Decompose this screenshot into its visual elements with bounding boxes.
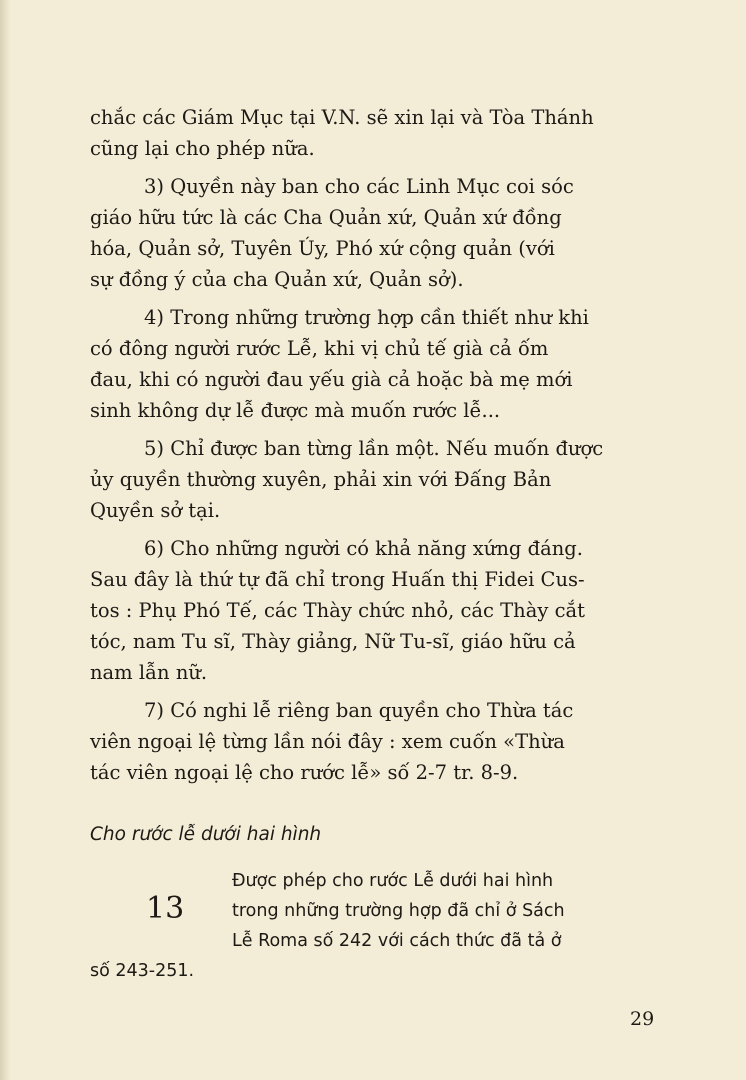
section-number: 13 — [146, 891, 185, 926]
section-13 — [90, 866, 668, 986]
text-line: cũng lại cho phép nữa. — [90, 137, 315, 160]
section-heading: Cho rước lễ dưới hai hình — [90, 824, 322, 845]
text-line: 4) Trong những trường hợp cần thiết như khi — [144, 306, 589, 329]
paragraph-6 — [90, 533, 668, 688]
paragraph-4 — [90, 302, 668, 426]
body-text — [90, 102, 668, 795]
text-line: tóc, nam Tu sĩ, Thày giảng, Nữ Tu-sĩ, giáo hữu cả — [90, 630, 576, 653]
text-line: tác viên ngoại lệ cho rước lễ» số 2-7 tr. 8-9. — [90, 761, 519, 784]
text-line: chắc các Giám Mục tại V.N. sẽ xin lại và Tòa Thánh — [90, 106, 594, 129]
text-line: ủy quyền thường xuyên, phải xin với Đấng Bản — [90, 468, 552, 491]
paragraph-7 — [90, 695, 668, 788]
text-line: có đông người rước Lễ, khi vị chủ tế già cả ốm — [90, 337, 549, 360]
section-line: Lễ Roma số 242 với cách thức đã tả ở — [232, 931, 562, 951]
text-line: 7) Có nghi lễ riêng ban quyền cho Thừa tác — [144, 699, 574, 722]
text-line: Sau đây là thứ tự đã chỉ trong Huấn thị Fidei Cus- — [90, 568, 585, 591]
text-line: sự đồng ý của cha Quản xứ, Quản sở). — [90, 268, 464, 291]
paragraph-5 — [90, 433, 668, 526]
text-line: 3) Quyền này ban cho các Linh Mục coi sóc — [144, 175, 574, 198]
section-lines — [232, 866, 668, 956]
text-line: hóa, Quản sở, Tuyên Úy, Phó xứ cộng quản (với — [90, 237, 555, 260]
text-line: giáo hữu tức là các Cha Quản xứ, Quản xứ đồng — [90, 206, 562, 229]
text-line: viên ngoại lệ từng lần nói đây : xem cuốn «Thừa — [90, 730, 565, 753]
paragraph-3 — [90, 171, 668, 295]
text-line: 6) Cho những người có khả năng xứng đáng. — [144, 537, 583, 560]
text-line: tos : Phụ Phó Tế, các Thày chức nhỏ, các Thày cắt — [90, 599, 585, 622]
section-line: trong những trường hợp đã chỉ ở Sách — [232, 901, 565, 921]
section-line: Được phép cho rước Lễ dưới hai hình — [232, 871, 554, 891]
text-line: đau, khi có người đau yếu già cả hoặc bà mẹ mới — [90, 368, 573, 391]
text-line: 5) Chỉ được ban từng lần một. Nếu muốn được — [144, 437, 604, 460]
section-last-line: số 243-251. — [90, 961, 195, 981]
page-edge — [0, 0, 10, 1080]
text-line: sinh không dự lễ được mà muốn rước lễ... — [90, 399, 501, 422]
paragraph-1 — [90, 102, 668, 164]
text-line: Quyền sở tại. — [90, 499, 221, 522]
page-number: 29 — [630, 1008, 655, 1030]
text-line: nam lẫn nữ. — [90, 661, 208, 684]
